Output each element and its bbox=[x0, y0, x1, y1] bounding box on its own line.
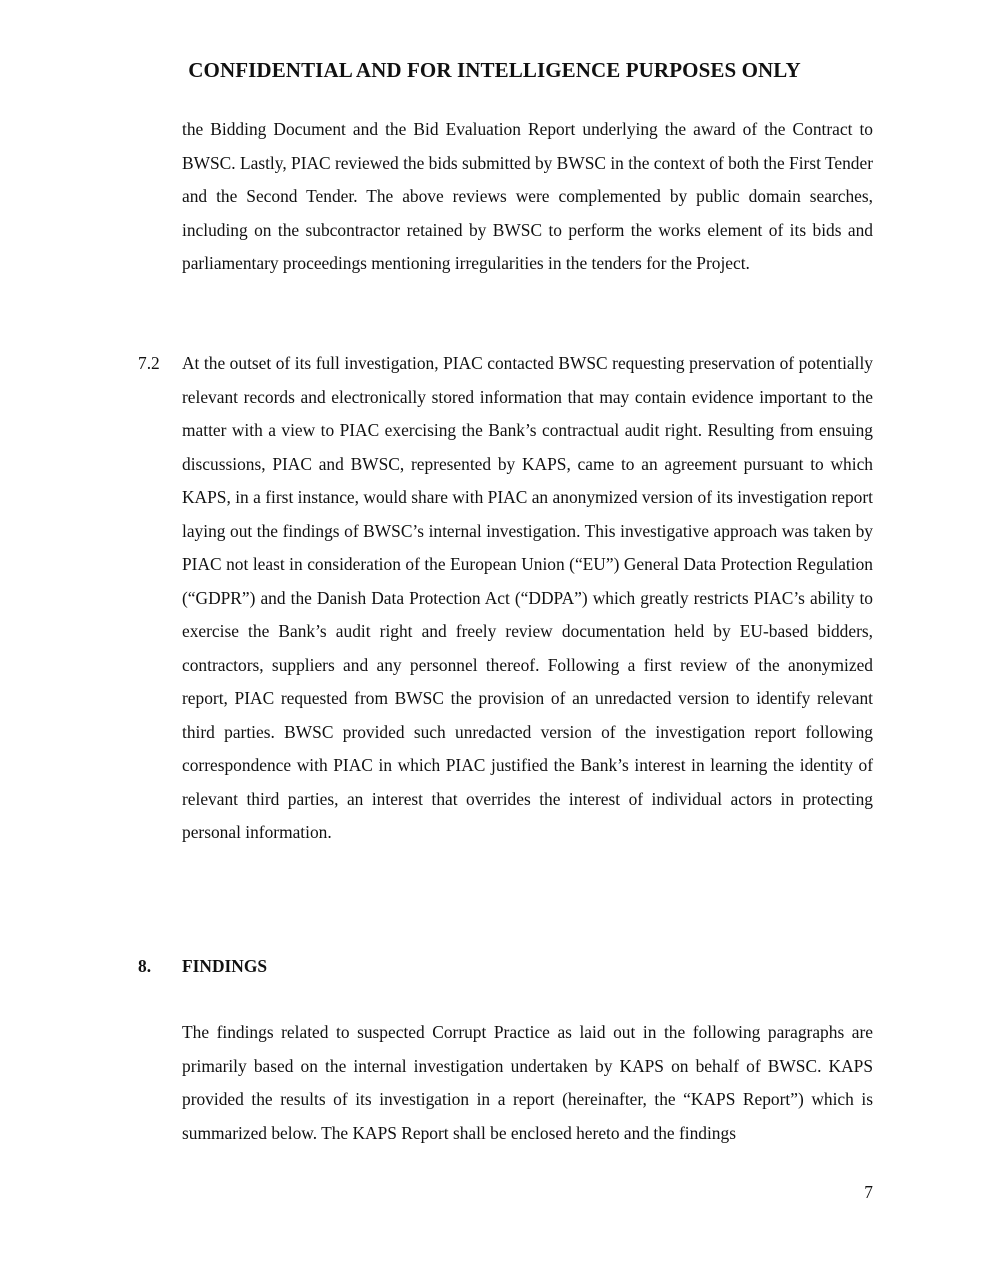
section-number: 8. bbox=[138, 956, 152, 976]
page-number: 7 bbox=[864, 1182, 873, 1202]
section-title: FINDINGS bbox=[182, 956, 268, 976]
paragraph-7-2: At the outset of its full investigation, PIAC contacted BWSC requesting preservation of potentially relevant records and electronically stored information that may contain evidence important to the matter with a view to PIAC exercising the Bank’s contractual audit right. Resulting from ensuing discussions, PIAC and BWSC, represented by KAPS, came to an agreement pursuant to which KAPS, in a first instance, would share with PIAC an anonymized version of its investigation report laying out the findings of BWSC’s internal investigation. This investigative approach was taken by PIAC not least in consideration of the European Union (“EU”) General Data Protection Regulation (“GDPR”) and the Danish Data Protection Act (“DDPA”) which greatly restricts PIAC’s ability to exercise the Bank’s audit right and freely review documentation held by EU-based bidders, contractors, suppliers and any personnel thereof. Following a first review of the anonymized report, PIAC requested from BWSC the provision of an unredacted version to identify relevant third parties. BWSC provided such unredacted version of the investigation report following correspondence with PIAC in which PIAC justified the Bank’s interest in learning the identity of relevant third parties, an interest that overrides the interest of individual actors in protecting personal information. bbox=[182, 353, 873, 842]
confidentiality-header: CONFIDENTIAL AND FOR INTELLIGENCE PURPOSES ONLY bbox=[188, 58, 801, 82]
findings-intro-paragraph: The findings related to suspected Corrupt Practice as laid out in the following paragraphs are primarily based on the internal investigation undertaken by KAPS on behalf of BWSC. KAPS provided the results of its investigation in a report (hereinafter, the “KAPS Report”) which is summarized below. The KAPS Report shall be enclosed hereto and the findings bbox=[182, 1022, 873, 1143]
section-heading-findings bbox=[138, 950, 267, 984]
paragraph-number-7-2: 7.2 bbox=[138, 353, 160, 373]
intro-continuation-paragraph: the Bidding Document and the Bid Evaluation Report underlying the award of the Contract to BWSC. Lastly, PIAC reviewed the bids submitted by BWSC in the context of both the First Tender and the Second Tender. The above reviews were complemented by public domain searches, including on the subcontractor retained by BWSC to perform the works element of its bids and parliamentary proceedings mentioning irregularities in the tenders for the Project. bbox=[182, 119, 873, 273]
